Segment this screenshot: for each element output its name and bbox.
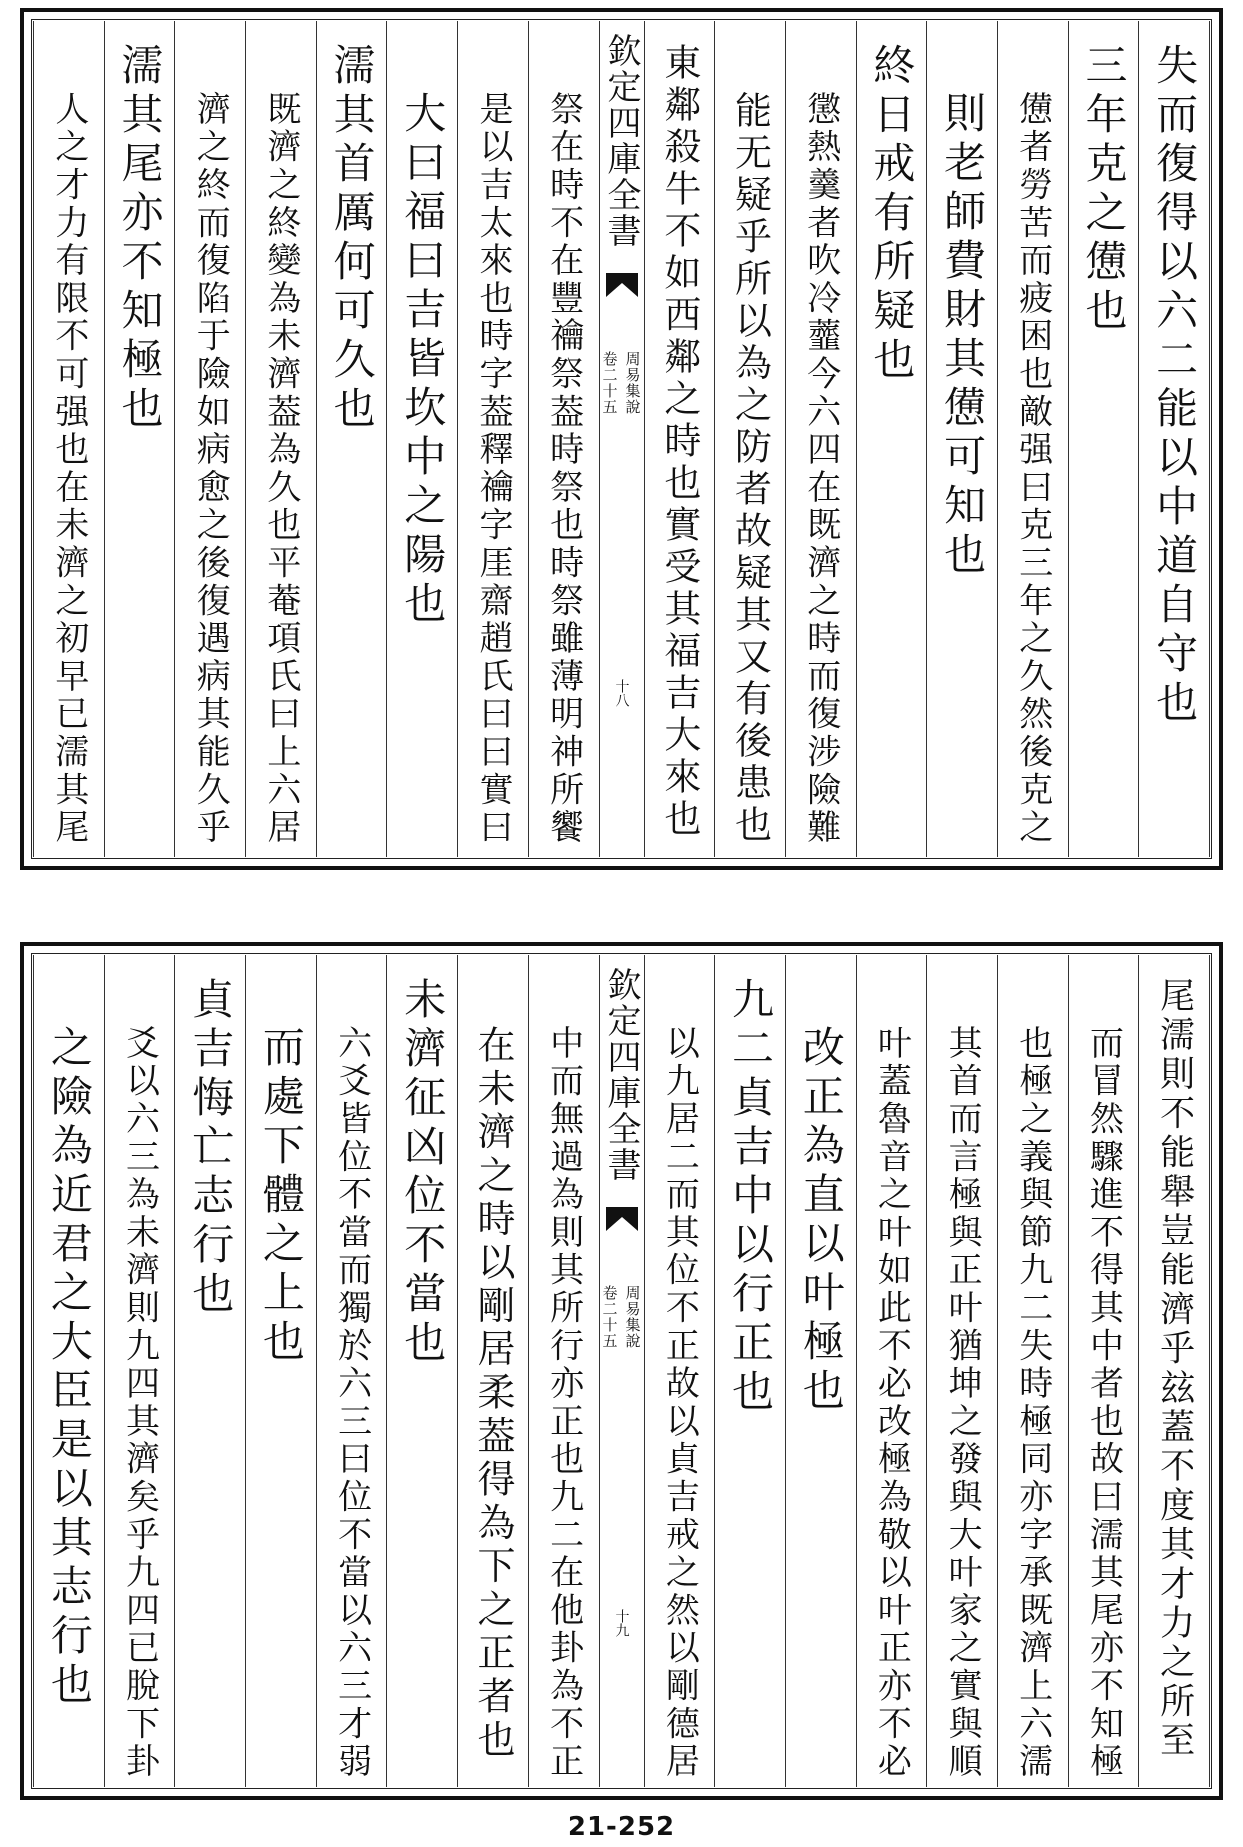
column-text: 三年克之憊也 bbox=[1079, 43, 1129, 337]
column-text: 而處下體之上也 bbox=[256, 1025, 306, 1368]
column-text: 也極之義與節九二失時極同亦字承既濟上六濡 bbox=[1012, 1025, 1053, 1781]
column-text: 在未濟之時以剛居柔葢得為下之正者也 bbox=[470, 1025, 515, 1763]
text-column bbox=[33, 955, 105, 1787]
text-column bbox=[105, 955, 176, 1787]
book-info bbox=[600, 1285, 644, 1349]
column-text: 人之才力有限不可强也在未濟之初早已濡其尾 bbox=[48, 91, 89, 847]
fish-tail-mark-icon bbox=[606, 1205, 638, 1233]
text-column bbox=[246, 21, 317, 857]
column-text: 既濟之終變為未濟葢為久也平菴項氏曰上六居 bbox=[260, 91, 301, 847]
column-text: 東鄰殺牛不如西鄰之時也實受其福吉大來也 bbox=[657, 43, 701, 841]
text-column bbox=[387, 955, 458, 1787]
text-column bbox=[715, 955, 786, 1787]
column-text: 貞吉悔亡志行也 bbox=[186, 977, 236, 1320]
text-column bbox=[33, 21, 105, 857]
column-text: 憊者勞苦而疲困也敵强曰克三年之久然後克之 bbox=[1012, 91, 1053, 847]
upper-columns bbox=[33, 21, 1210, 857]
text-column bbox=[715, 21, 786, 857]
text-column bbox=[927, 21, 998, 857]
text-column bbox=[317, 21, 388, 857]
book-title: 周易集說 bbox=[623, 351, 642, 415]
column-text: 改正為直以叶極也 bbox=[796, 1025, 846, 1417]
text-column bbox=[645, 955, 716, 1787]
center-gutter bbox=[600, 955, 645, 1787]
column-text: 懲熱羹者吹冷虀今六四在既濟之時而復涉險難 bbox=[800, 91, 841, 847]
fish-tail-mark-icon bbox=[606, 271, 638, 299]
text-column bbox=[998, 21, 1069, 857]
column-text: 終日戒有所疑也 bbox=[867, 43, 917, 386]
text-column bbox=[175, 955, 246, 1787]
book-title: 周易集說 bbox=[623, 1285, 642, 1349]
column-text: 其首而言極與正叶猶坤之發與大叶家之實與順 bbox=[942, 1025, 983, 1781]
column-text: 叶蓋魯音之叶如此不必改極為敬以叶正亦不必 bbox=[871, 1025, 912, 1781]
text-column bbox=[786, 955, 857, 1787]
lower-page bbox=[20, 942, 1223, 1800]
text-column bbox=[458, 955, 529, 1787]
text-column bbox=[1139, 955, 1210, 1787]
column-text: 濡其尾亦不知極也 bbox=[115, 43, 165, 435]
text-column bbox=[786, 21, 857, 857]
column-text: 失而復得以六二能以中道自守也 bbox=[1150, 43, 1200, 729]
text-column bbox=[857, 21, 928, 857]
column-text: 能无疑乎所以為之防者故疑其又有後患也 bbox=[728, 91, 772, 847]
column-text: 而冒然驟進不得其中者也故曰濡其尾亦不知極 bbox=[1083, 1025, 1124, 1781]
upper-page bbox=[20, 8, 1223, 870]
column-text: 祭在時不在豐禴祭葢時祭也時祭雖薄明神所饗 bbox=[543, 91, 584, 847]
text-column bbox=[1069, 955, 1140, 1787]
folio-number: 十九 bbox=[613, 1609, 630, 1637]
book-info bbox=[600, 351, 644, 415]
text-column bbox=[317, 955, 388, 1787]
text-column bbox=[529, 955, 600, 1787]
column-text: 則老師費財其憊可知也 bbox=[938, 91, 988, 581]
collection-title: 欽定四庫全書 bbox=[601, 967, 641, 1183]
column-text: 尾濡則不能舉豈能濟乎玆蓋不度其才力之所至 bbox=[1154, 977, 1195, 1761]
folio-number: 十八 bbox=[613, 679, 630, 707]
column-text: 大曰福曰吉皆坎中之陽也 bbox=[398, 91, 448, 630]
column-text: 未濟征凶位不當也 bbox=[398, 977, 448, 1369]
text-column bbox=[927, 955, 998, 1787]
text-column bbox=[998, 955, 1069, 1787]
text-column bbox=[175, 21, 246, 857]
text-column bbox=[1139, 21, 1210, 857]
text-column bbox=[458, 21, 529, 857]
center-gutter bbox=[600, 21, 645, 857]
text-column bbox=[387, 21, 458, 857]
column-text: 是以吉太來也時字葢釋禴字厓齋趙氏曰曰實曰 bbox=[472, 91, 513, 847]
volume-label: 卷二十五 bbox=[600, 1285, 619, 1349]
text-column bbox=[105, 21, 176, 857]
text-column bbox=[246, 955, 317, 1787]
column-text: 六爻皆位不當而獨於六三曰位不當以六三才弱 bbox=[331, 1025, 372, 1781]
column-text: 以九居二而其位不正故以貞吉戒之然以剛德居 bbox=[659, 1025, 700, 1781]
column-text: 之險為近君之大臣是以其志行也 bbox=[44, 1025, 94, 1711]
text-column bbox=[857, 955, 928, 1787]
text-column bbox=[1069, 21, 1140, 857]
lower-columns bbox=[33, 955, 1210, 1787]
column-text: 中而無過為則其所行亦正也九二在他卦為不正 bbox=[543, 1025, 584, 1781]
page-number: 21-252 bbox=[567, 1812, 676, 1842]
volume-label: 卷二十五 bbox=[600, 351, 619, 415]
column-text: 濟之終而復陷于險如病愈之後復遇病其能久乎 bbox=[190, 91, 231, 847]
column-text: 九二貞吉中以行正也 bbox=[726, 977, 776, 1418]
column-text: 濡其首厲何可久也 bbox=[327, 43, 377, 435]
text-column bbox=[645, 21, 716, 857]
collection-title: 欽定四庫全書 bbox=[601, 33, 641, 249]
text-column bbox=[529, 21, 600, 857]
column-text: 爻以六三為未濟則九四其濟矣乎九四已脫下卦 bbox=[119, 1025, 160, 1781]
